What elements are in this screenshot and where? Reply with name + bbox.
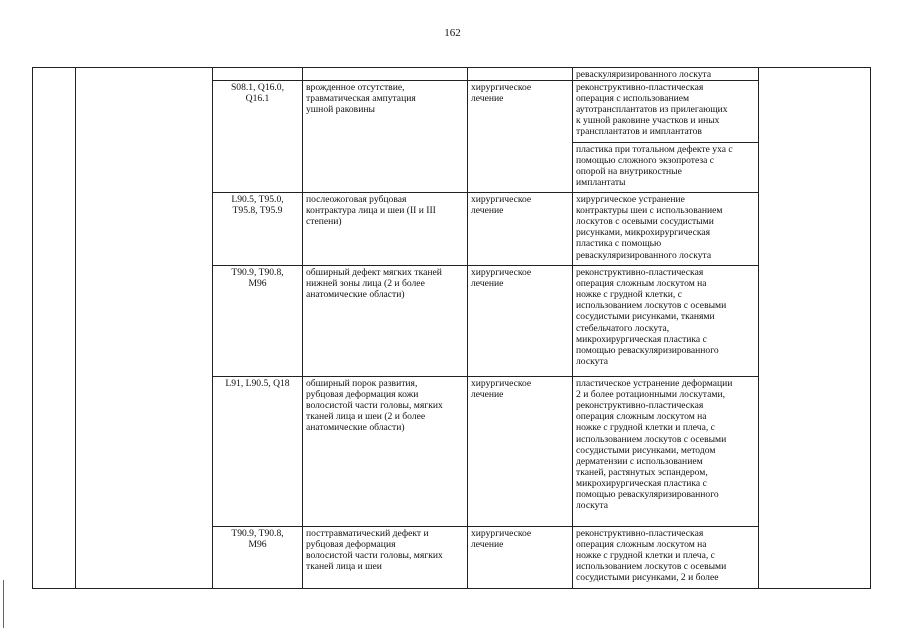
- code-cell: T90.9, T90.8, M96: [213, 266, 303, 377]
- treatment-cell: [468, 68, 573, 81]
- method-cell: хирургическое устранение контрактуры шеи с использованием лоскутов с осевыми сосудистыми рисунками, микрохирургическая пластика с помощью реваскуляризированного лоскута: [573, 193, 759, 266]
- diagnosis-cell: послеожоговая рубцовая контрактура лица и шеи (II и III степени): [303, 193, 468, 266]
- table-row: [33, 68, 871, 81]
- code-cell: L90.5, T95.0, T95.8, T95.9: [213, 193, 303, 266]
- diagnosis-cell: [303, 68, 468, 81]
- profile-name-cell: [76, 68, 213, 589]
- method-cell: реконструктивно-пластическая операция с использованием аутотрансплантатов из прилегающих к ушной раковине участков и иных трансплантатов и имплантатов: [573, 81, 759, 143]
- method-cell: реконструктивно-пластическая операция сложным лоскутом на ножке с грудной клетки, с использованием лоскутов с осевыми сосудистыми рисунками, тканями стебельчатого лоскута, микрохирургическая пластика с помощью реваскуляризированного лоскута: [573, 266, 759, 377]
- diagnosis-cell: обширный дефект мягких тканей нижней зоны лица (2 и более анатомические области): [303, 266, 468, 377]
- treatment-cell: хирургическое лечение: [468, 193, 573, 266]
- method-cell: реваскуляризированного лоскута: [573, 68, 759, 81]
- page-number: 162: [444, 27, 461, 39]
- diagnosis-cell: врожденное отсутствие, травматическая ампутация ушной раковины: [303, 81, 468, 193]
- treatment-cell: хирургическое лечение: [468, 377, 573, 527]
- method-cell: реконструктивно-пластическая операция сложным лоскутом на ножке с грудной клетки и плеча, с использованием лоскутов с осевыми сосудистыми рисунками, 2 и более: [573, 527, 759, 589]
- method-cell: пластика при тотальном дефекте уха с помощью сложного экзопротеза с опорой на внутрикостные имплантаты: [573, 143, 759, 193]
- diagnosis-cell: посттравматический дефект и рубцовая деформация волосистой части головы, мягких тканей лица и шеи: [303, 527, 468, 589]
- code-cell: T90.9, T90.8, M96: [213, 527, 303, 589]
- method-cell: пластическое устранение деформации 2 и более ротационными лоскутами, реконструктивно-пластическая операция сложным лоскутом на ножке с грудной клетки и плеча, с использованием лоскутов с осевыми сосудистыми рисунками, методом дерматензии с использованием тканей, растянутых эспандером, микрохирургическая пластика с помощью реваскуляризированного лоскута: [573, 377, 759, 527]
- code-cell: [213, 68, 303, 81]
- diagnosis-cell: обширный порок развития, рубцовая деформация кожи волосистой части головы, мягких тканей лица и шеи (2 и более анатомические области): [303, 377, 468, 527]
- group-number-cell: [33, 68, 76, 589]
- medical-care-table: [32, 67, 871, 589]
- code-cell: L91, L90.5, Q18: [213, 377, 303, 527]
- treatment-cell: хирургическое лечение: [468, 266, 573, 377]
- scan-edge-mark: [3, 580, 4, 628]
- code-cell: S08.1, Q16.0, Q16.1: [213, 81, 303, 193]
- treatment-cell: хирургическое лечение: [468, 81, 573, 193]
- norm-cell: [759, 68, 871, 589]
- treatment-cell: хирургическое лечение: [468, 527, 573, 589]
